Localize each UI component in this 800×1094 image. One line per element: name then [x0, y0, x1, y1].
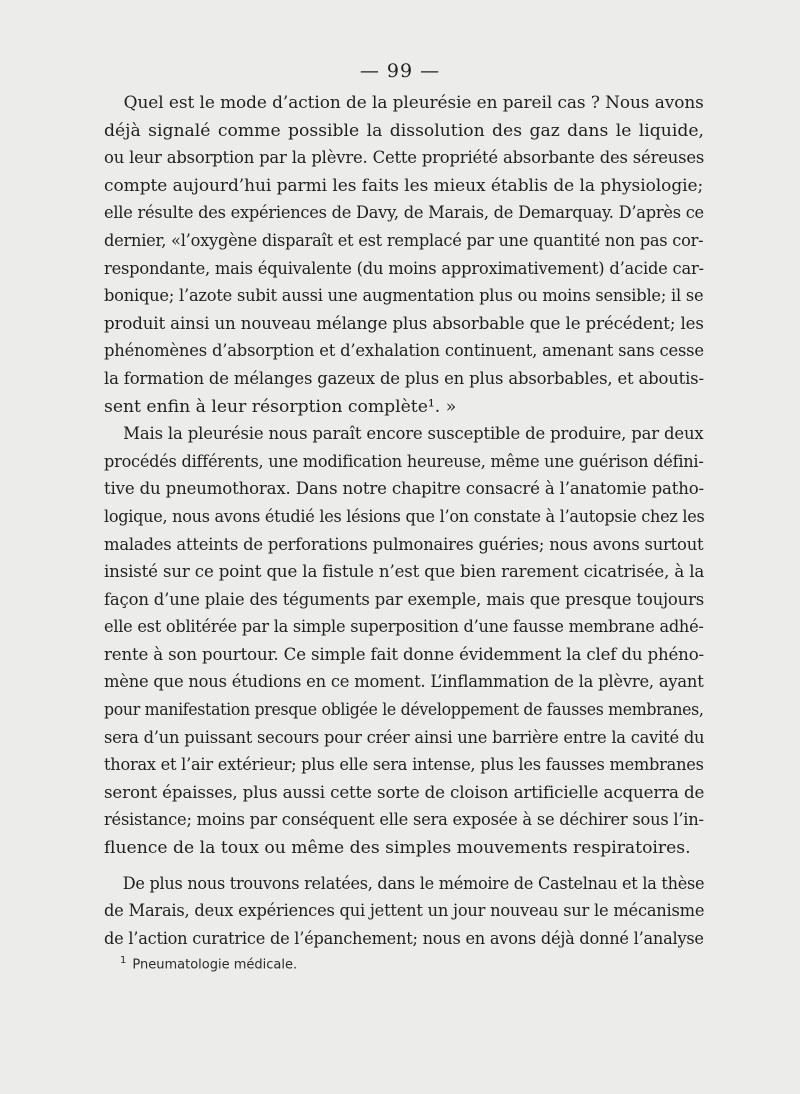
text-line: résistance; moins par conséquent elle sera exposée à se déchirer sous l’in- — [104, 810, 704, 831]
text-line: bonique; l’azote subit aussi une augmentation plus ou moins sensible; il se — [104, 286, 704, 307]
text-line: produit ainsi un nouveau mélange plus absorbable que le précédent; les — [104, 313, 704, 334]
text-line: phénomènes d’absorption et d’exhalation continuent, amenant sans cesse — [104, 341, 704, 362]
text-line: Mais la pleurésie nous paraît encore susceptible de produire, par deux — [123, 424, 704, 445]
text-line: déjà signalé comme possible la dissolution des gaz dans le liquide, — [104, 120, 704, 141]
body-text — [104, 90, 704, 953]
text-line: sera d’un puissant secours pour créer ainsi une barrière entre la cavité du — [104, 727, 705, 748]
text-line: façon d’une plaie des téguments par exemple, mais que presque toujours — [104, 589, 705, 610]
text-line: malades atteints de perforations pulmonaires guéries; nous avons surtout — [104, 534, 704, 555]
text-line: compte aujourd’hui parmi les faits les mieux établis de la physiologie; — [104, 175, 704, 196]
text-line: ou leur absorption par la plèvre. Cette propriété absorbante des séreuses — [104, 148, 705, 169]
footnote — [120, 955, 297, 972]
text-line: dernier, «l’oxygène disparaît et est remplacé par une quantité non pas cor- — [104, 230, 704, 251]
page-number: — 99 — — [359, 60, 441, 82]
text-line: la formation de mélanges gazeux de plus en plus absorbables, et aboutis- — [104, 368, 704, 389]
text-line: mène que nous étudions en ce moment. L’inflammation de la plèvre, ayant — [104, 672, 704, 693]
text-line: de Marais, deux expériences qui jettent un jour nouveau sur le mécanisme — [104, 901, 705, 922]
text-line: de l’action curatrice de l’épanchement; nous en avons déjà donné l’analyse — [104, 928, 704, 949]
text-line: elle est oblitérée par la simple superposition d’une fausse membrane adhé- — [104, 617, 704, 638]
text-line: Quel est le mode d’action de la pleurésie en pareil cas ? Nous avons — [123, 93, 704, 113]
footnote-marker: 1 — [120, 955, 127, 966]
text-line: tive du pneumothorax. Dans notre chapitre consacré à l’anatomie patho- — [104, 479, 704, 500]
paragraph-1 — [104, 90, 704, 421]
text-line: respondante, mais équivalente (du moins approximativement) d’acide car- — [104, 258, 704, 279]
text-line: elle résulte des expériences de Davy, de Marais, de Demarquay. D’après ce — [104, 203, 704, 224]
text-line: seront épaisses, plus aussi cette sorte de cloison artificielle acquerra de — [104, 782, 705, 803]
text-line: insisté sur ce point que la fistule n’est que bien rarement cicatrisée, à la — [104, 562, 705, 583]
text-line: De plus nous trouvons relatées, dans le mémoire de Castelnau et la thèse — [122, 873, 705, 894]
text-line: fluence de la toux ou même des simples mouvements respiratoires. — [104, 838, 691, 859]
text-line: procédés différents, une modification heureuse, même une guérison défini- — [104, 451, 704, 472]
text-line: pour manifestation presque obligée le développement de fausses membranes, — [104, 700, 704, 721]
text-line: thorax et l’air extérieur; plus elle sera intense, plus les fausses membranes — [104, 755, 704, 776]
paragraph-3 — [104, 871, 704, 954]
text-line: rente à son pourtour. Ce simple fait donne évidemment la clef du phéno- — [104, 644, 704, 665]
text-line: logique, nous avons étudié les lésions que l’on constate à l’autopsie chez les — [104, 506, 705, 527]
text-line: sent enfin à leur résorption complète¹. » — [104, 396, 457, 417]
footnote-text: Pneumatologie médicale. — [132, 957, 298, 973]
paragraph-2 — [104, 421, 704, 863]
